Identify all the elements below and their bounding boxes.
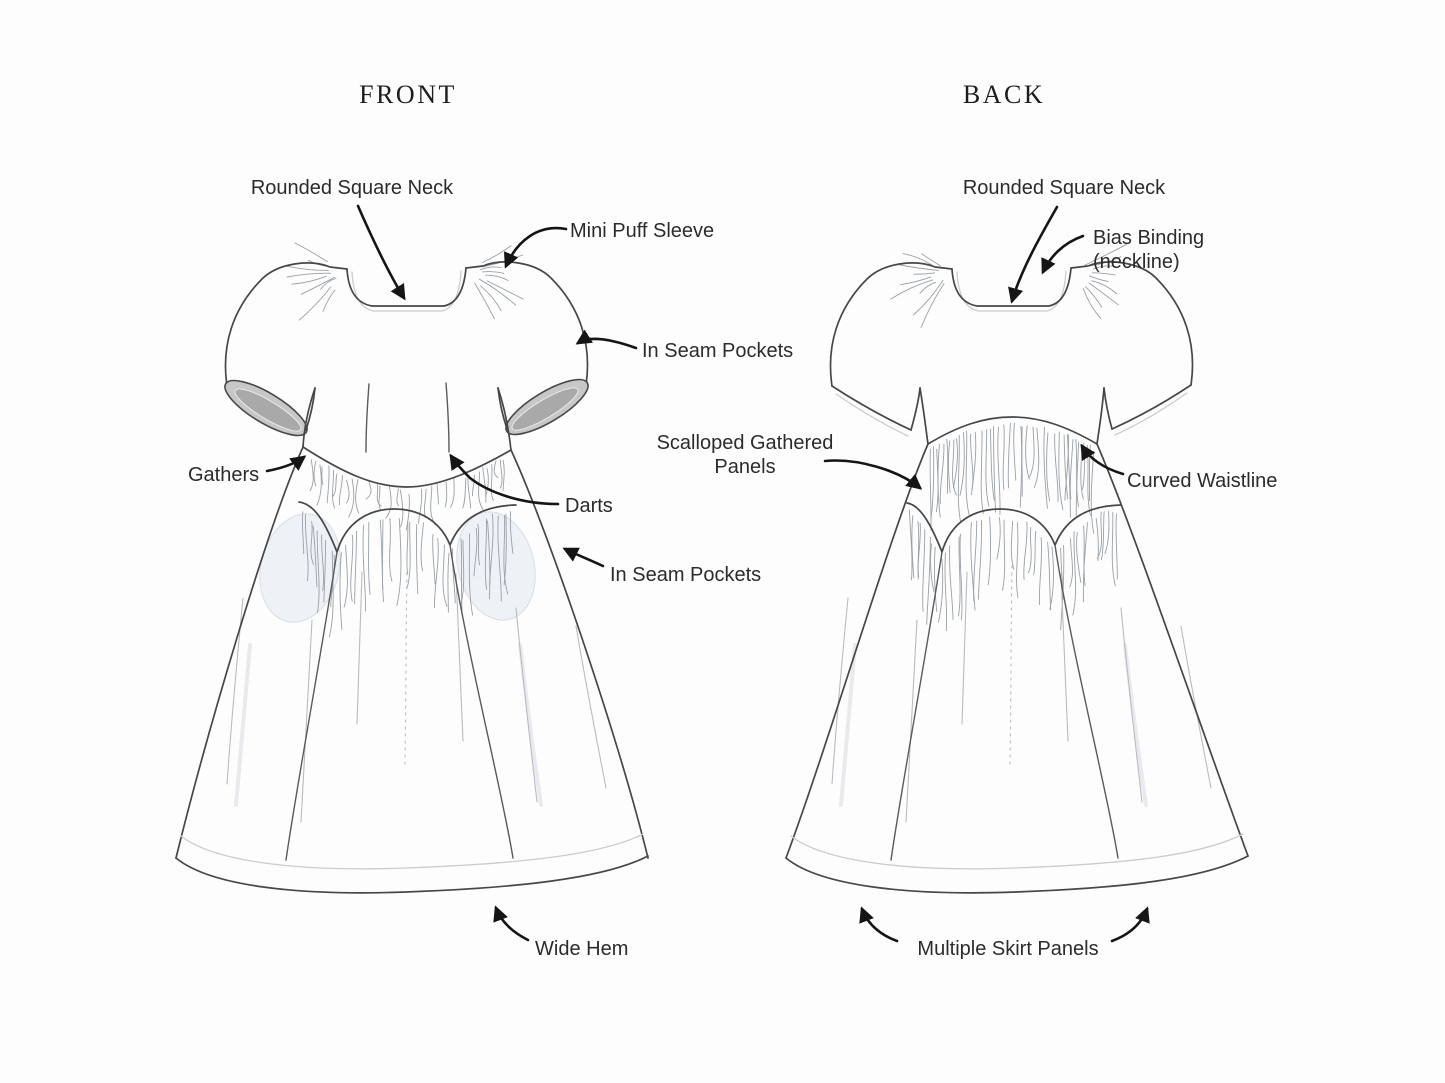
front-right-sleeve bbox=[466, 262, 588, 385]
front-hem-edge bbox=[176, 856, 648, 893]
front-view-title: FRONT bbox=[359, 80, 457, 109]
label-front-in-seam-pockets-skirt: In Seam Pockets bbox=[610, 564, 762, 586]
back-left-sleeve-hem-stitch bbox=[836, 394, 908, 436]
back-right-sleeve-hem-stitch bbox=[1115, 393, 1187, 435]
front-neckline bbox=[347, 268, 466, 306]
label-back-rounded-square-neck: Rounded Square Neck bbox=[962, 177, 1166, 199]
label-front-darts: Darts bbox=[565, 495, 613, 517]
back-bodice-left-side bbox=[920, 388, 928, 444]
front-waist-seam bbox=[303, 447, 511, 487]
back-skirt-panel-seam-left bbox=[891, 552, 942, 860]
back-right-underarm-seam bbox=[1104, 388, 1112, 429]
back-left-sleeve-hem bbox=[832, 386, 911, 430]
label-front-mini-puff-sleeve: Mini Puff Sleeve bbox=[570, 220, 715, 242]
back-hem-edge bbox=[786, 856, 1248, 893]
label-front-in-seam-pockets-bodice: In Seam Pockets bbox=[642, 340, 794, 362]
arrow-back-rounded-square-neck bbox=[1012, 207, 1057, 301]
label-back-multiple-skirt-panels: Multiple Skirt Panels bbox=[917, 938, 1099, 960]
front-dart-right bbox=[446, 383, 449, 452]
back-right-sleeve-hem bbox=[1112, 385, 1191, 429]
label-front-rounded-square-neck: Rounded Square Neck bbox=[250, 177, 454, 199]
back-gather-lines bbox=[891, 244, 1127, 631]
label-front-wide-hem: Wide Hem bbox=[535, 938, 629, 960]
back-dress-drawing bbox=[786, 244, 1248, 893]
back-wide-hem-line bbox=[791, 834, 1243, 869]
front-dress-drawing bbox=[176, 243, 648, 893]
back-right-sleeve bbox=[1071, 262, 1193, 385]
back-bodice-right-side bbox=[1097, 388, 1104, 444]
front-wide-hem-line bbox=[181, 834, 643, 869]
front-skirt-left-edge bbox=[176, 447, 303, 858]
front-pocket-bag-left bbox=[249, 505, 351, 631]
back-left-underarm-seam bbox=[911, 388, 920, 430]
label-front-gathers: Gathers bbox=[188, 464, 260, 486]
back-view-title: BACK bbox=[962, 80, 1046, 109]
back-left-sleeve bbox=[830, 263, 952, 386]
back-skirt-fold-lines bbox=[832, 566, 1211, 822]
label-back-curved-waistline: Curved Waistline bbox=[1127, 470, 1278, 492]
label-back-scalloped-gathered-panels: Scalloped Gathered Panels bbox=[656, 432, 834, 478]
back-skirt-panel-seam-right bbox=[1055, 545, 1118, 858]
back-skirt-left-edge bbox=[786, 444, 928, 858]
arrow-front-rounded-square-neck bbox=[358, 206, 404, 298]
label-back-bias-binding: Bias Binding (neckline) bbox=[1093, 227, 1205, 273]
front-dart-left bbox=[366, 384, 369, 452]
arrow-front-wide-hem bbox=[496, 908, 528, 940]
arrow-front-darts bbox=[451, 456, 558, 504]
arrow-front-in-seam-pockets-skirt bbox=[565, 549, 603, 566]
arrow-front-mini-puff-sleeve bbox=[506, 228, 566, 266]
